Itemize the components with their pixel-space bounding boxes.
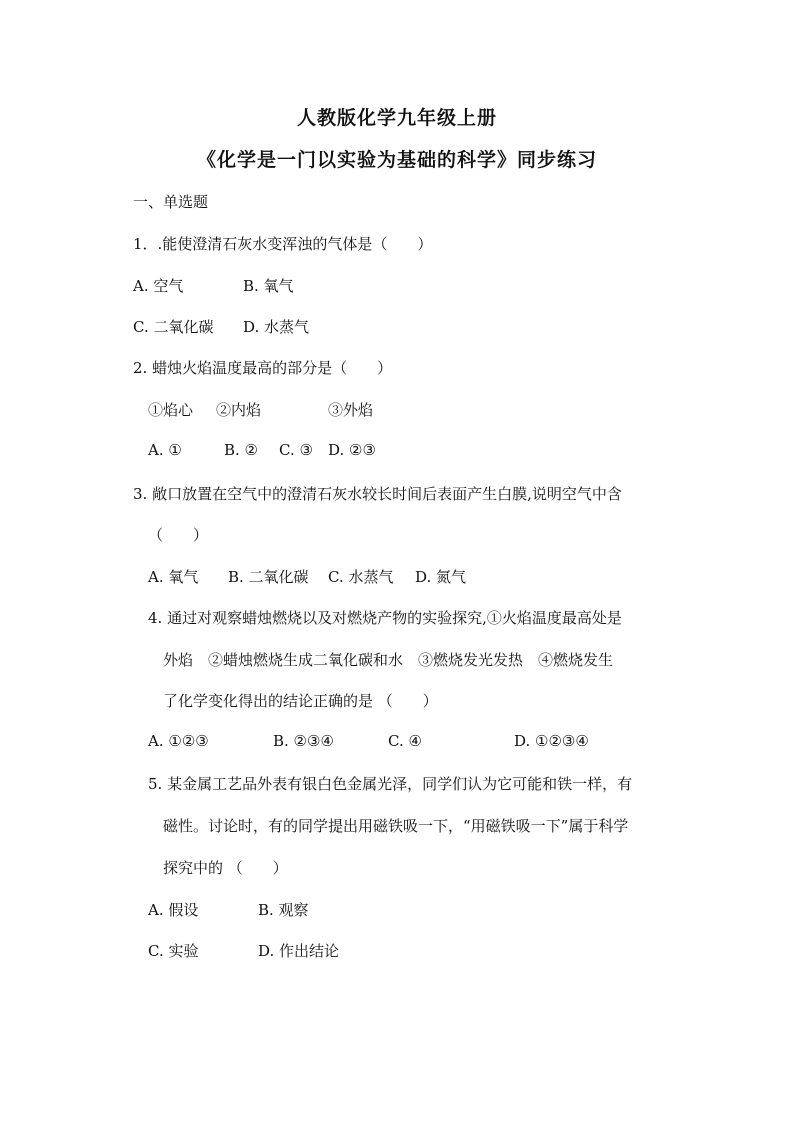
question-2-option-d: D. ②③: [328, 441, 376, 459]
question-4-stem-line-1: 4. 通过对观察蜡烛燃烧以及对燃烧产物的实验探究,①火焰温度最高处是: [148, 609, 622, 627]
question-5-option-c: C. 实验: [148, 942, 199, 960]
question-2-part-2: ②内焰: [216, 401, 262, 419]
question-3-option-b: B. 二氧化碳: [228, 568, 309, 586]
question-2-stem: 2. 蜡烛火焰温度最高的部分是（ ）: [133, 359, 393, 377]
question-2-option-b: B. ②: [224, 441, 259, 459]
question-4-option-d: D. ①②③④: [514, 732, 589, 750]
question-5-stem-line-3: 探究中的 （ ）: [163, 859, 288, 877]
question-4-option-c: C. ④: [388, 732, 422, 750]
question-5-option-b: B. 观察: [258, 901, 309, 919]
question-2-part-1: ①焰心: [148, 401, 194, 419]
question-1-option-a: A. 空气: [133, 277, 184, 295]
document-title: 人教版化学九年级上册: [296, 107, 497, 129]
question-1-option-d: D. 水蒸气: [243, 318, 310, 336]
question-2-option-a: A. ①: [148, 441, 182, 459]
question-5-stem-line-1: 5. 某金属工艺品外表有银白色金属光泽，同学们认为它可能和铁一样，有: [148, 775, 633, 793]
question-1-option-c: C. 二氧化碳: [133, 318, 214, 336]
question-3-option-a: A. 氧气: [148, 568, 199, 586]
question-4-stem-line-2: 外焰 ②蜡烛燃烧生成二氧化碳和水 ③燃烧发光发热 ④燃烧发生: [163, 651, 614, 669]
section-heading: 一、单选题: [133, 193, 209, 211]
question-4-option-b: B. ②③④: [273, 732, 334, 750]
question-2-option-c: C. ③: [279, 441, 313, 459]
question-2-part-3: ③外焰: [328, 401, 374, 419]
document-subtitle: 《化学是一门以实验为基础的科学》同步练习: [196, 149, 597, 171]
question-3-option-d: D. 氮气: [415, 568, 467, 586]
question-1-stem: 1．.能使澄清石灰水变浑浊的气体是（ ）: [133, 235, 433, 253]
question-1-option-b: B. 氧气: [243, 277, 294, 295]
question-3-option-c: C. 水蒸气: [328, 568, 394, 586]
question-5-option-d: D. 作出结论: [258, 942, 340, 960]
question-4-stem-line-3: 了化学变化得出的结论正确的是 （ ）: [163, 692, 438, 710]
question-4-option-a: A. ①②③: [148, 732, 209, 750]
question-5-option-a: A. 假设: [148, 901, 199, 919]
question-3-stem-line-1: 3. 敞口放置在空气中的澄清石灰水较长时间后表面产生白膜,说明空气中含: [133, 485, 622, 503]
question-3-stem-line-2: （ ）: [148, 526, 209, 544]
question-5-stem-line-2: 磁性。讨论时，有的同学提出用磁铁吸一下，“用磁铁吸一下”属于科学: [163, 817, 629, 835]
